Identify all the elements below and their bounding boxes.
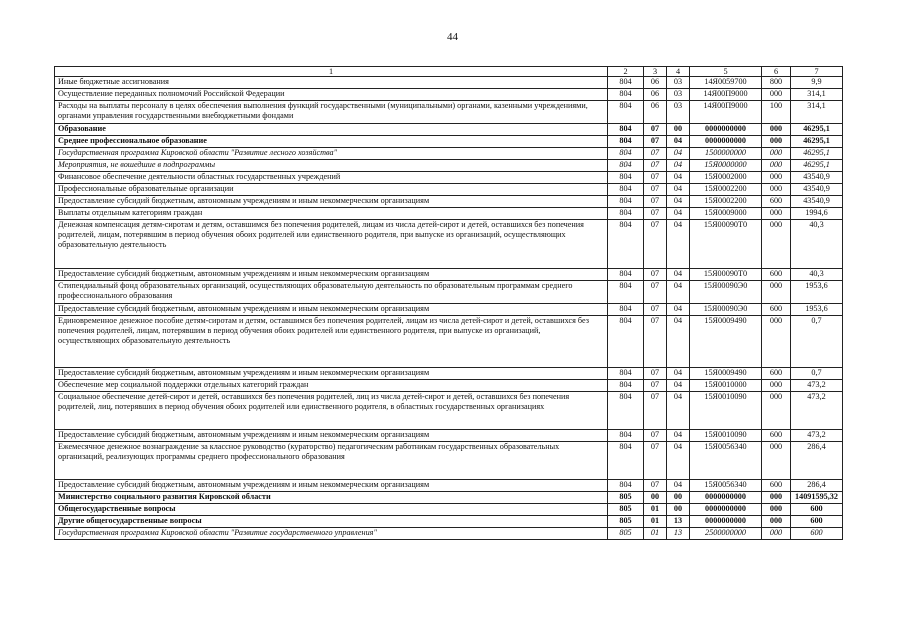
table-row	[55, 504, 843, 516]
expense-type-cell: 000	[762, 380, 791, 392]
table-row	[55, 124, 843, 136]
code-cell: 804	[608, 304, 644, 316]
row-name-cell: Предоставление субсидий бюджетным, автономным учреждениям и иным некоммерческим организациям	[55, 430, 608, 442]
amount-cell: 286,4	[791, 442, 843, 480]
table-row	[55, 160, 843, 172]
subsection-cell: 04	[667, 148, 690, 160]
section-cell: 07	[644, 208, 667, 220]
section-cell: 07	[644, 269, 667, 281]
code-cell: 804	[608, 316, 644, 368]
amount-cell: 43540,9	[791, 196, 843, 208]
header-cell: 6	[762, 67, 791, 77]
table-row	[55, 304, 843, 316]
code-cell: 804	[608, 136, 644, 148]
row-name-cell: Государственная программа Кировской области "Развитие государственного управления"	[55, 528, 608, 540]
section-cell: 07	[644, 196, 667, 208]
amount-cell: 473,2	[791, 392, 843, 430]
section-cell: 07	[644, 220, 667, 269]
target-article-cell: 1500000000	[690, 148, 762, 160]
subsection-cell: 00	[667, 504, 690, 516]
amount-cell: 46295,1	[791, 136, 843, 148]
expense-type-cell: 000	[762, 148, 791, 160]
expense-type-cell: 600	[762, 269, 791, 281]
amount-cell: 600	[791, 516, 843, 528]
subsection-cell: 03	[667, 77, 690, 89]
table-row	[55, 172, 843, 184]
code-cell: 804	[608, 77, 644, 89]
header-cell: 4	[667, 67, 690, 77]
code-cell: 804	[608, 368, 644, 380]
row-name-cell: Предоставление субсидий бюджетным, автономным учреждениям и иным некоммерческим организациям	[55, 269, 608, 281]
subsection-cell: 04	[667, 368, 690, 380]
amount-cell: 40,3	[791, 269, 843, 281]
target-article-cell: 15Я0009490	[690, 316, 762, 368]
row-name-cell: Выплаты отдельным категориям граждан	[55, 208, 608, 220]
expense-type-cell: 800	[762, 77, 791, 89]
code-cell: 804	[608, 480, 644, 492]
amount-cell: 46295,1	[791, 124, 843, 136]
section-cell: 07	[644, 160, 667, 172]
header-row	[55, 67, 843, 77]
subsection-cell: 13	[667, 516, 690, 528]
subsection-cell: 04	[667, 172, 690, 184]
code-cell: 805	[608, 528, 644, 540]
amount-cell: 46295,1	[791, 160, 843, 172]
code-cell: 804	[608, 220, 644, 269]
section-cell: 07	[644, 430, 667, 442]
target-article-cell: 15Я0010090	[690, 430, 762, 442]
code-cell: 804	[608, 124, 644, 136]
code-cell: 804	[608, 160, 644, 172]
row-name-cell: Расходы на выплаты персоналу в целях обеспечения выполнения функций государственными (муниципальными) органами, казенными учреждениями, органами управления государственными внебюджетными фондами	[55, 101, 608, 124]
target-article-cell: 0000000000	[690, 492, 762, 504]
table-row	[55, 196, 843, 208]
section-cell: 00	[644, 492, 667, 504]
target-article-cell: 0000000000	[690, 136, 762, 148]
target-article-cell: 0000000000	[690, 516, 762, 528]
code-cell: 804	[608, 208, 644, 220]
table-row	[55, 184, 843, 196]
row-name-cell: Предоставление субсидий бюджетным, автономным учреждениям и иным некоммерческим организациям	[55, 196, 608, 208]
target-article-cell: 14Я00П9000	[690, 101, 762, 124]
target-article-cell: 15Я0009490	[690, 368, 762, 380]
section-cell: 07	[644, 368, 667, 380]
expense-type-cell: 600	[762, 304, 791, 316]
expense-type-cell: 600	[762, 368, 791, 380]
table-row	[55, 77, 843, 89]
amount-cell: 473,2	[791, 430, 843, 442]
row-name-cell: Денежная компенсация детям-сиротам и детям, оставшимся без попечения родителей, лицам из числа детей-сирот и детей, оставшихся без попечения родителей, лицам, потерявшим в период обучения обоих родителей или единственного родителя, при выпуске из организаций, осуществляющих образовательную деятельность	[55, 220, 608, 269]
amount-cell: 600	[791, 528, 843, 540]
table-row	[55, 528, 843, 540]
expense-type-cell: 000	[762, 124, 791, 136]
section-cell: 07	[644, 148, 667, 160]
subsection-cell: 04	[667, 392, 690, 430]
row-name-cell: Другие общегосударственные вопросы	[55, 516, 608, 528]
table-row	[55, 220, 843, 269]
subsection-cell: 04	[667, 160, 690, 172]
amount-cell: 1994,6	[791, 208, 843, 220]
section-cell: 07	[644, 281, 667, 304]
target-article-cell: 15Я0010090	[690, 392, 762, 430]
amount-cell: 0,7	[791, 368, 843, 380]
expense-type-cell: 000	[762, 89, 791, 101]
header-cell: 2	[608, 67, 644, 77]
target-article-cell: 15Я0010000	[690, 380, 762, 392]
row-name-cell: Финансовое обеспечение деятельности областных государственных учреждений	[55, 172, 608, 184]
section-cell: 06	[644, 101, 667, 124]
header-cell: 3	[644, 67, 667, 77]
table-row	[55, 380, 843, 392]
table-row	[55, 101, 843, 124]
subsection-cell: 00	[667, 492, 690, 504]
section-cell: 01	[644, 504, 667, 516]
expense-type-cell: 100	[762, 101, 791, 124]
target-article-cell: 15Я0009000	[690, 208, 762, 220]
code-cell: 804	[608, 392, 644, 430]
row-name-cell: Государственная программа Кировской области "Развитие лесного хозяйства"	[55, 148, 608, 160]
amount-cell: 9,9	[791, 77, 843, 89]
target-article-cell: 14Я0059700	[690, 77, 762, 89]
amount-cell: 473,2	[791, 380, 843, 392]
expense-type-cell: 000	[762, 392, 791, 430]
row-name-cell: Ежемесячное денежное вознаграждение за классное руководство (кураторство) педагогическим работникам государственных образовательных организаций, реализующих программы среднего профессионального образования	[55, 442, 608, 480]
expense-type-cell: 000	[762, 220, 791, 269]
amount-cell: 46295,1	[791, 148, 843, 160]
amount-cell: 0,7	[791, 316, 843, 368]
subsection-cell: 04	[667, 480, 690, 492]
expense-type-cell: 600	[762, 430, 791, 442]
expense-type-cell: 000	[762, 184, 791, 196]
subsection-cell: 04	[667, 269, 690, 281]
target-article-cell: 2500000000	[690, 528, 762, 540]
subsection-cell: 04	[667, 442, 690, 480]
expense-type-cell: 000	[762, 136, 791, 148]
table-row	[55, 368, 843, 380]
expense-type-cell: 600	[762, 480, 791, 492]
code-cell: 804	[608, 148, 644, 160]
row-name-cell: Осуществление переданных полномочий Российской Федерации	[55, 89, 608, 101]
section-cell: 07	[644, 124, 667, 136]
subsection-cell: 04	[667, 430, 690, 442]
target-article-cell: 15Я0000000	[690, 160, 762, 172]
amount-cell: 600	[791, 504, 843, 516]
expense-type-cell: 000	[762, 208, 791, 220]
target-article-cell: 15Я0002200	[690, 196, 762, 208]
section-cell: 07	[644, 136, 667, 148]
amount-cell: 1953,6	[791, 281, 843, 304]
amount-cell: 14091595,32	[791, 492, 843, 504]
row-name-cell: Общегосударственные вопросы	[55, 504, 608, 516]
table-row	[55, 316, 843, 368]
code-cell: 804	[608, 281, 644, 304]
amount-cell: 43540,9	[791, 172, 843, 184]
code-cell: 804	[608, 380, 644, 392]
target-article-cell: 15Я00090Э0	[690, 281, 762, 304]
code-cell: 804	[608, 184, 644, 196]
section-cell: 07	[644, 304, 667, 316]
target-article-cell: 15Я00090Т0	[690, 220, 762, 269]
table-row	[55, 516, 843, 528]
code-cell: 804	[608, 430, 644, 442]
header-cell: 7	[791, 67, 843, 77]
table-row	[55, 392, 843, 430]
section-cell: 07	[644, 380, 667, 392]
section-cell: 07	[644, 480, 667, 492]
target-article-cell: 15Я00090Т0	[690, 269, 762, 281]
expense-type-cell: 000	[762, 492, 791, 504]
section-cell: 07	[644, 316, 667, 368]
section-cell: 07	[644, 172, 667, 184]
table-body	[55, 67, 843, 540]
subsection-cell: 04	[667, 380, 690, 392]
row-name-cell: Профессиональные образовательные организации	[55, 184, 608, 196]
code-cell: 804	[608, 172, 644, 184]
expense-type-cell: 000	[762, 442, 791, 480]
section-cell: 07	[644, 392, 667, 430]
target-article-cell: 0000000000	[690, 504, 762, 516]
row-name-cell: Среднее профессиональное образование	[55, 136, 608, 148]
row-name-cell: Образование	[55, 124, 608, 136]
expense-type-cell: 000	[762, 504, 791, 516]
section-cell: 06	[644, 89, 667, 101]
section-cell: 01	[644, 516, 667, 528]
subsection-cell: 04	[667, 316, 690, 368]
code-cell: 804	[608, 89, 644, 101]
table-row	[55, 136, 843, 148]
expense-type-cell: 000	[762, 316, 791, 368]
target-article-cell: 15Я0056340	[690, 442, 762, 480]
code-cell: 804	[608, 101, 644, 124]
table-row	[55, 89, 843, 101]
row-name-cell: Предоставление субсидий бюджетным, автономным учреждениям и иным некоммерческим организациям	[55, 368, 608, 380]
subsection-cell: 04	[667, 220, 690, 269]
expense-type-cell: 000	[762, 281, 791, 304]
table-row	[55, 492, 843, 504]
row-name-cell: Мероприятия, не вошедшие в подпрограммы	[55, 160, 608, 172]
target-article-cell: 14Я00П9000	[690, 89, 762, 101]
amount-cell: 314,1	[791, 89, 843, 101]
subsection-cell: 04	[667, 304, 690, 316]
subsection-cell: 03	[667, 101, 690, 124]
subsection-cell: 04	[667, 281, 690, 304]
section-cell: 07	[644, 442, 667, 480]
expense-type-cell: 000	[762, 160, 791, 172]
target-article-cell: 15Я00090Э0	[690, 304, 762, 316]
code-cell: 805	[608, 516, 644, 528]
subsection-cell: 04	[667, 208, 690, 220]
amount-cell: 314,1	[791, 101, 843, 124]
subsection-cell: 04	[667, 184, 690, 196]
amount-cell: 43540,9	[791, 184, 843, 196]
row-name-cell: Стипендиальный фонд образовательных организаций, осуществляющих образовательную деятельность по образовательным программам среднего профессионального образования	[55, 281, 608, 304]
row-name-cell: Обеспечение мер социальной поддержки отдельных категорий граждан	[55, 380, 608, 392]
code-cell: 804	[608, 269, 644, 281]
target-article-cell: 0000000000	[690, 124, 762, 136]
subsection-cell: 00	[667, 124, 690, 136]
table-row	[55, 281, 843, 304]
subsection-cell: 04	[667, 136, 690, 148]
target-article-cell: 15Я0002000	[690, 172, 762, 184]
subsection-cell: 13	[667, 528, 690, 540]
table-row	[55, 480, 843, 492]
budget-table	[54, 66, 843, 540]
header-cell: 1	[55, 67, 608, 77]
table-row	[55, 442, 843, 480]
expense-type-cell: 000	[762, 172, 791, 184]
target-article-cell: 15Я0002200	[690, 184, 762, 196]
row-name-cell: Единовременное денежное пособие детям-сиротам и детям, оставшимся без попечения родителей, лицам из числа детей-сирот и детей, оставшихся без попечения родителей, лицам, потерявшим в период обучения обоих родителей или единственного родителя, при выпуске из организаций, осуществляющих образовательную деятельность	[55, 316, 608, 368]
section-cell: 01	[644, 528, 667, 540]
table-row	[55, 208, 843, 220]
row-name-cell: Предоставление субсидий бюджетным, автономным учреждениям и иным некоммерческим организациям	[55, 480, 608, 492]
code-cell: 804	[608, 196, 644, 208]
code-cell: 805	[608, 504, 644, 516]
row-name-cell: Социальное обеспечение детей-сирот и детей, оставшихся без попечения родителей, лиц из числа детей-сирот и детей, оставшихся без попечения родителей, лиц, потерявших в период обучения обоих родителей или единственного родителя, в областных государственных организациях	[55, 392, 608, 430]
subsection-cell: 03	[667, 89, 690, 101]
row-name-cell: Министерство социального развития Кировской области	[55, 492, 608, 504]
table-row	[55, 430, 843, 442]
target-article-cell: 15Я0056340	[690, 480, 762, 492]
expense-type-cell: 000	[762, 528, 791, 540]
section-cell: 06	[644, 77, 667, 89]
amount-cell: 1953,6	[791, 304, 843, 316]
code-cell: 805	[608, 492, 644, 504]
row-name-cell: Предоставление субсидий бюджетным, автономным учреждениям и иным некоммерческим организациям	[55, 304, 608, 316]
table-row	[55, 148, 843, 160]
amount-cell: 286,4	[791, 480, 843, 492]
table-row	[55, 269, 843, 281]
section-cell: 07	[644, 184, 667, 196]
code-cell: 804	[608, 442, 644, 480]
page-number: 44	[447, 31, 458, 43]
amount-cell: 40,3	[791, 220, 843, 269]
header-cell: 5	[690, 67, 762, 77]
expense-type-cell: 600	[762, 196, 791, 208]
row-name-cell: Иные бюджетные ассигнования	[55, 77, 608, 89]
subsection-cell: 04	[667, 196, 690, 208]
expense-type-cell: 000	[762, 516, 791, 528]
